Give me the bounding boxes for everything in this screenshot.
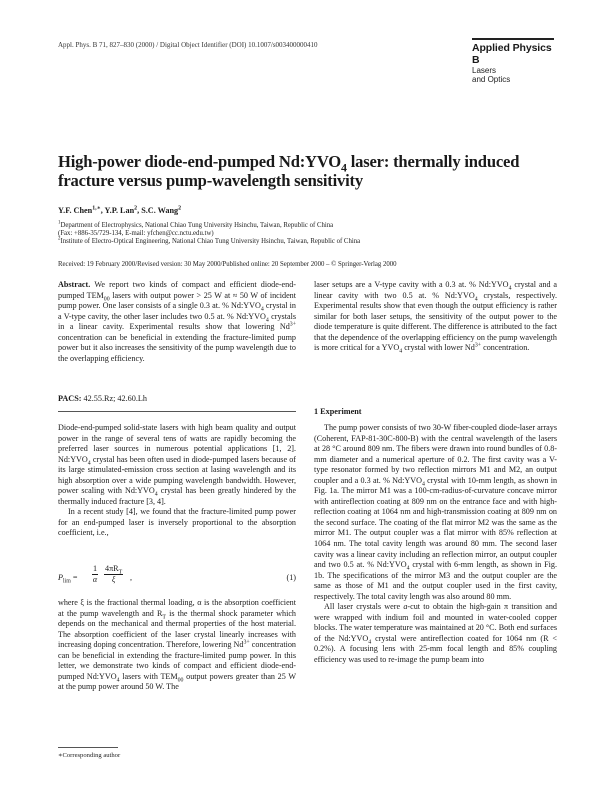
abstract-divider [58,411,296,412]
fraction-2-num-text: 4πR [105,564,119,573]
intro-p3-sup: 3+ [243,639,250,646]
intro-p3-sub3: 00 [177,677,184,684]
journal-subtitle-2: and Optics [472,75,511,84]
received-dates: Received: 19 February 2000/Revised version: 30 May 2000/Published online: 20 September 2000 – © Springer-Verlag 2000 [58,261,397,268]
abstract-text-4: crystals in a linear cavity. Experimental results show that lowering Nd [58,311,296,332]
journal-name: Applied Physics B [472,42,552,66]
intro-p1-sub: 4 [87,460,91,467]
equation-symbol: P [58,573,63,582]
title-part-2: laser: thermally induced [346,152,520,171]
intro-p3-e: output powers greater than 25 W at the pump power around 50 W. The [58,671,297,692]
experiment-p2-italic: a [403,602,408,612]
title-part-1: High-power diode-end-pumped Nd:YVO [58,152,341,171]
author-list [58,206,181,215]
abstract-sup-4: 3+ [289,321,296,328]
experiment-p1-b: crystal with 10-mm length, as shown in Fig. 1a. The mirror M1 was a 100-cm-radius-of-curvature concave mirror with antireflection coating at 809 nm on the entrance face and with high-reflection coating at 1064 nm and high-transmission coating at 809 nm on the second surface. The coating of the flat mirror M2 was the same as the mirror M1. The output coupler was a flat mirror with 85% reflection at 1064 nm. The total cavity length was around 80 mm. The second laser cavity was a linear cavity including an reflection mirror, an output coupler and two 0.5 at. % Nd:YVO [314,475,558,570]
abstract-right-2: crystal and a linear cavity with two 0.5 at. % Nd:YVO [314,280,558,300]
paper-title [58,152,558,190]
author-1: Y.F. Chen [58,206,93,215]
citation-line: Appl. Phys. B 71, 827–830 (2000) / Digital Object Identifier (DOI) 10.1007/s003400000410 [58,41,318,49]
affil-1-sup: 1 [58,220,61,226]
experiment-p2-b: -cut to obtain the high-gain π transition and were wrapped with indium foil and mounted in water-cooled copper blocks. The water temperature was maintained at 20 °C. Both end surfaces of the Nd:YVO [314,602,557,643]
author-3-sup: 2 [178,205,182,212]
equation-number: (1) [286,573,296,582]
journal-masthead [472,38,554,84]
title-subscript: 4 [341,160,347,175]
abstract-sub-3: 4 [265,317,269,324]
intro-p3-d: lasers with TEM [119,671,178,681]
footnote: ∗Corresponding author [58,752,121,759]
experiment-p2-c: crystal were antireflection coated for 1064 nm (R < 0.2%). A focusing lens with 25-mm focal length and 85% coupling efficiency was used to re-image the pump beam into [314,633,557,665]
abstract-label: Abstract. [58,280,91,289]
equation-equals: = [70,573,78,582]
author-2-sup: 2 [134,205,138,212]
abstract-right [314,280,557,354]
pacs-codes [58,394,147,403]
intro-text [58,423,296,539]
experiment-text [314,423,557,666]
abstract-right-sub-3: 4 [399,348,403,355]
experiment-p2-sub: 4 [368,639,372,646]
title-line-2: fracture versus pump-wavelength sensitivity [58,171,363,190]
abstract-text-5: concentration can be beneficial in extending the fracture-limited pump power but it also increases the sensitivity of the pump wavelength due to the overlapping efficiency. [58,332,296,363]
experiment-p1-c: crystal with 6-mm length, as shown in Fig. 1b. The specifications of the mirror M3 and the output coupler are the same as those of M1 and the output coupler used in the first cavity, respectively. The total cavity length was also around 80 mm. [314,560,558,601]
experiment-p1-a: The pump power consists of two 30-W fiber-coupled diode-laser arrays (Coherent, FAP-81-30C-800-B) with the central wavelength of the lasers at 28 °C around 809 nm. The fibers were drawn into round bundles of 0.8-mm diameter and a numerical aperture of 0.2. The first cavity was a V-type resonator formed by two reflection mirrors M1 and M2, an output coupler and a 0.3 at. % Nd:YVO [314,423,557,485]
abstract-right-sup-4: 3+ [474,342,482,349]
fraction-1-denominator: α [92,575,98,584]
equation-1 [58,564,296,592]
abstract-right-4: crystal with lower Nd [402,343,475,353]
equation-lhs [58,573,78,585]
intro-p3-sub: T [162,614,166,621]
author-3: , S.C. Wang [137,206,179,215]
abstract-text-1: We report two kinds of compact and efficient diode-end-pumped TEM [58,280,296,300]
abstract-right-sub-2: 4 [474,296,478,303]
fraction-1 [92,564,98,585]
pacs-values: 42.55.Rz; 42.60.Lh [81,394,147,403]
masthead-rule [472,38,554,40]
affil-2: Institute of Electro-Optical Engineering, National Chiao Tung University Hsinchu, Taiwan, Republic of China [60,238,361,246]
experiment-p2-a: All laser crystals were [324,602,404,612]
author-2: , Y.P. Lan [100,206,135,215]
intro-p1-sub2: 4 [154,491,158,498]
intro-p3-b: is the thermal shock parameter which depends on the mechanical and thermal properties of the host material. The absorption coefficient of the laser crystal linearly increases with increasing doping concentration. Therefore, lowering Nd [58,608,296,650]
abstract-sub-2: 4 [260,306,264,313]
equation-lhs-sub: lim [62,578,71,585]
abstract-text-3: crystal in a V-type cavity, the other laser includes two 0.5 at. % Nd:YVO [58,301,296,321]
intro-continued [58,598,296,693]
abstract-right-1: laser setups are a V-type cavity with a 0.3 at. % Nd:YVO [314,280,509,289]
equation-comma: , [130,573,133,582]
journal-subtitle-1: Lasers [472,66,497,75]
abstract-left [58,280,296,364]
intro-p1-a: Diode-end-pumped solid-state lasers with high beam quality and output power in the range of several tens of watts are rapidly becoming the preferred laser sources in numerous potential applications [1, 2]. Nd:YVO [58,423,296,464]
author-1-sup: 1,∗ [92,205,101,212]
fraction-2-numerator [104,564,123,575]
abstract-right-3: crystals, respectively. Experimental results show that even though the output efficiency is rather similar for both laser setups, the sensitivity of the output power to the diode temperature is quite different. The difference is attributed to the fact that the dependence of the overlapping efficiency on the pump wavelength is more critical for a YVO [314,290,557,353]
abstract-right-5: concentration. [481,343,530,353]
affil-2-sup: 2 [58,237,61,243]
abstract-right-sub-1: 4 [508,285,512,292]
intro-p2: In a recent study [4], we found that the fracture-limited pump power for an end-pumped laser is inversely proportional to the absorption coefficient, i.e., [58,507,296,538]
affil-1: Department of Electrophysics, National Chiao Tung University Hsinchu, Taiwan, Republic of China [60,222,334,229]
section-heading-experiment: 1 Experiment [314,407,362,416]
affil-1-contact: (Fax: +886-35/729-134, E-mail: yfchen@cc.nctu.edu.tw) [58,230,214,238]
intro-p3-c: concentration can be beneficial in extending the fracture-limited pump power. In this letter, we demonstrate two kinds of compact and efficient diode-end-pumped Nd:YVO [58,640,296,681]
abstract-sub-1: 00 [103,296,110,303]
experiment-p1-sub: 4 [421,481,425,488]
pacs-label: PACS: [58,394,82,403]
fraction-2-denominator: ξ [111,575,116,584]
experiment-p1-sub2: 4 [406,565,410,572]
intro-p1-c: crystal has been greatly hindered by the thermally induced fracture [3, 4]. [58,486,296,506]
fraction-2-num-sub: T [118,569,123,576]
fraction-2 [104,564,123,585]
footnote-rule [58,747,118,748]
affiliations [58,222,558,247]
intro-p3-a: where ξ is the fractional thermal loading, α is the absorption coefficient at the pump wavelength and R [58,598,296,618]
intro-p1-b: crystal has been often used in diode-pumped lasers because of its large stimulated-emission cross section at lasing wavelength and its high absorption over a wide pumping wavelength bandwidth. However, power scaling with Nd:YVO [58,454,296,496]
fraction-1-numerator: 1 [93,564,98,573]
abstract-text-2: lasers with output power > 25 W at ≈ 50 W of incident pump power. One laser consists of a single 0.3 at. % Nd:YVO [58,290,296,311]
intro-p3-sub2: 4 [116,677,120,684]
